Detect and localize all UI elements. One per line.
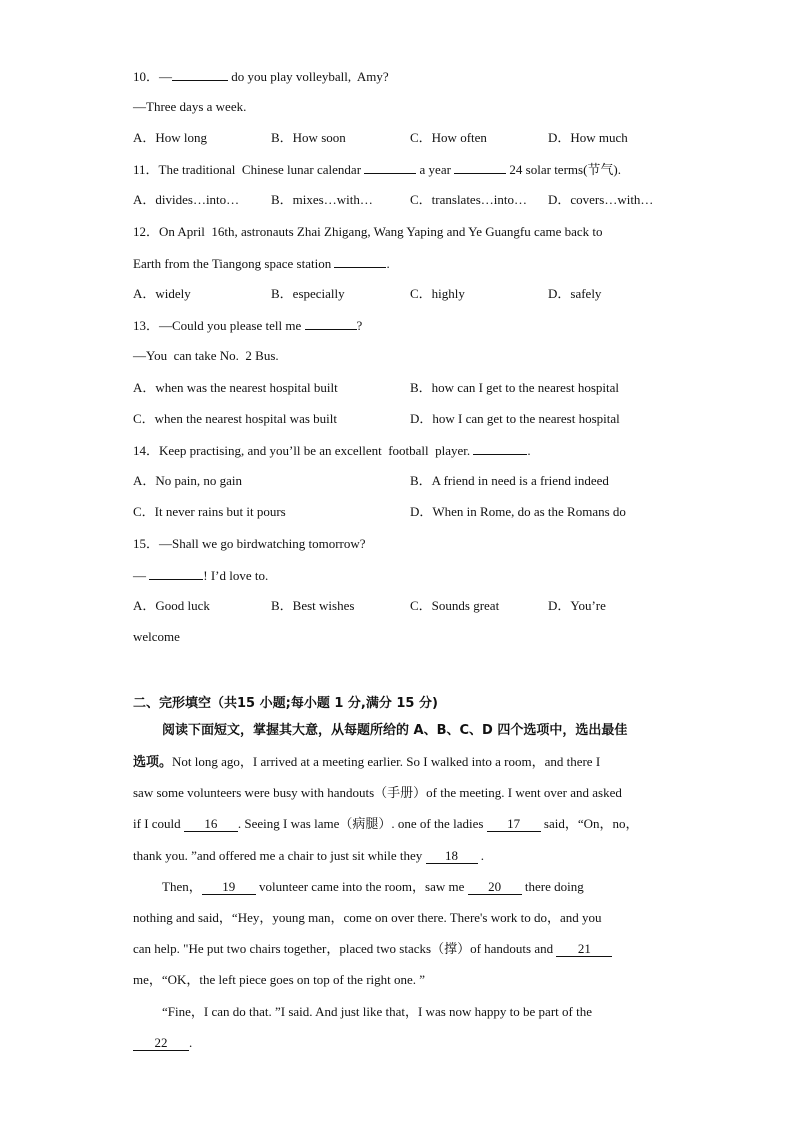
passage-line: thank you. ”and offered me a chair to just sit while they 18 . bbox=[133, 848, 485, 863]
option-d: D．You’re bbox=[548, 598, 606, 613]
option-c: C．when the nearest hospital was built bbox=[133, 411, 337, 426]
option-a: A．How long bbox=[133, 130, 208, 145]
passage-line: 选项。Not long ago，I arrived at a meeting earlier. So I walked into a room，and there I bbox=[133, 754, 601, 770]
q14-stem: 14．Keep practising, and you’ll be an excellent football player. . bbox=[133, 443, 531, 458]
passage-line: nothing and said，“Hey，young man，come on over there. There's work to do，and you bbox=[133, 910, 602, 925]
blank bbox=[473, 442, 527, 455]
option-b: B．Best wishes bbox=[271, 598, 355, 613]
passage-line: “Fine，I can do that. ”I said. And just like that，I was now happy to be part of the bbox=[162, 1004, 592, 1019]
q12-stem-line1: 12．On April 16th, astronauts Zhai Zhigang, Wang Yaping and Ye Guangfu came back to bbox=[133, 224, 603, 239]
blank-18: 18 bbox=[426, 849, 478, 864]
blank bbox=[172, 68, 228, 81]
q13-reply: —You can take No. 2 Bus. bbox=[133, 348, 279, 363]
option-d: D．how I can get to the nearest hospital bbox=[410, 411, 620, 426]
blank-17: 17 bbox=[487, 817, 541, 832]
instructions-line2: 选项。 bbox=[133, 755, 173, 770]
option-a: A．No pain, no gain bbox=[133, 473, 243, 488]
q15-reply: — ! I’d love to. bbox=[133, 568, 269, 583]
section-heading: 二、完形填空（共15 小题;每小题 1 分,满分 15 分) bbox=[133, 696, 438, 711]
passage-line: if I could 16 . Seeing I was lame（病腿）. one of the ladies 17 said，“On，no， bbox=[133, 816, 639, 831]
option-b: B．A friend in need is a friend indeed bbox=[410, 473, 609, 488]
q15-stem: 15．—Shall we go birdwatching tomorrow? bbox=[133, 536, 366, 551]
passage-line: saw some volunteers were busy with handouts（手册）of the meeting. I went over and asked bbox=[133, 785, 622, 800]
blank bbox=[305, 317, 357, 330]
passage-line: 22 . bbox=[133, 1035, 192, 1051]
blank-20: 20 bbox=[468, 880, 522, 895]
option-b: B．how can I get to the nearest hospital bbox=[410, 380, 620, 395]
passage-line: can help. "He put two chairs together，placed two stacks（撑）of handouts and 21 bbox=[133, 941, 612, 957]
passage-line: Then， 19 volunteer came into the room，saw me 20 there doing bbox=[162, 879, 584, 894]
blank-22: 22 bbox=[133, 1036, 189, 1051]
option-a: A．Good luck bbox=[133, 598, 210, 613]
option-d: D．When in Rome, do as the Romans do bbox=[410, 504, 626, 519]
option-b: B．especially bbox=[271, 286, 345, 301]
option-a: A．when was the nearest hospital built bbox=[133, 380, 338, 395]
option-c: C．highly bbox=[410, 286, 465, 301]
passage-line: me，“OK，the left piece goes on top of the right one. ” bbox=[133, 972, 426, 987]
option-c: C．translates…into… bbox=[410, 192, 527, 207]
blank-19: 19 bbox=[202, 880, 256, 895]
q13-stem: 13．—Could you please tell me ? bbox=[133, 318, 363, 333]
blank-16: 16 bbox=[184, 817, 238, 832]
q12-stem-line2: Earth from the Tiangong space station . bbox=[133, 256, 390, 271]
blank bbox=[334, 255, 386, 268]
option-d: D．covers…with… bbox=[548, 192, 654, 207]
blank bbox=[454, 161, 506, 174]
blank bbox=[149, 567, 203, 580]
q10-reply: —Three days a week. bbox=[133, 99, 247, 114]
blank bbox=[364, 161, 416, 174]
option-d-wrap: welcome bbox=[133, 629, 180, 644]
option-a: A．widely bbox=[133, 286, 191, 301]
option-b: B．mixes…with… bbox=[271, 192, 373, 207]
option-c: C．How often bbox=[410, 130, 487, 145]
option-d: D．safely bbox=[548, 286, 602, 301]
q11-stem: 11．The traditional Chinese lunar calendar a year 24 solar terms(节气). bbox=[133, 162, 621, 177]
option-d: D．How much bbox=[548, 130, 628, 145]
option-a: A．divides…into… bbox=[133, 192, 240, 207]
q10-stem: 10．— do you play volleyball, Amy? bbox=[133, 69, 389, 84]
option-b: B．How soon bbox=[271, 130, 346, 145]
option-c: C．It never rains but it pours bbox=[133, 504, 286, 519]
option-c: C．Sounds great bbox=[410, 598, 500, 613]
blank-21: 21 bbox=[556, 942, 612, 957]
instructions-line1: 阅读下面短文，掌握其大意，从每题所给的 A、B、C、D 四个选项中，选出最佳 bbox=[162, 723, 628, 738]
